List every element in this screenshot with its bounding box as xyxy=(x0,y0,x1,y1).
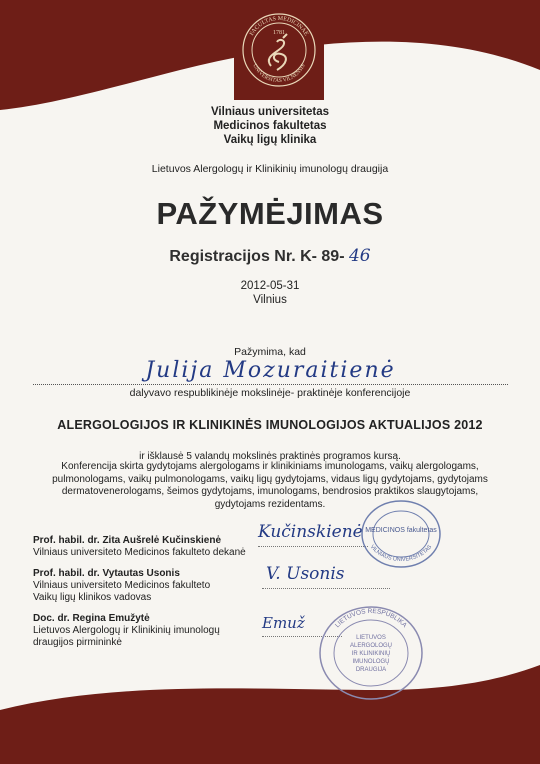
date-block xyxy=(0,279,540,307)
signature-line xyxy=(258,546,368,547)
participation-text: dalyvavo respublikinėje mokslinėje- praktinėje konferencijoje xyxy=(129,387,411,399)
signature-dean: Kučinskienė xyxy=(258,522,363,542)
signature-society-chair: Emuž xyxy=(262,614,305,632)
university-name: Vilniaus universitetas xyxy=(210,106,330,118)
faculty-seal-icon xyxy=(239,10,319,90)
society-stamp-ring: LIETUVOS RESPUBLIKA xyxy=(334,607,408,630)
signature-line xyxy=(262,588,390,589)
faculty-logo xyxy=(234,0,324,100)
description-line: gydytojams rezidentams. xyxy=(214,498,326,510)
faculty-stamp xyxy=(360,498,442,570)
registration-label: Registracijos Nr. K- 89- xyxy=(169,248,345,265)
description-line: Konferencija skirta gydytojams alergologams ir klinikiniams imunologams, vaikų alergologams, xyxy=(61,461,479,472)
signatory-dean xyxy=(33,535,246,559)
description-line: pulmonologams, vaikų pulmonologams, vaikų ligų gydytojams, vidaus ligų gydytojams, gydytojams xyxy=(52,473,488,485)
recipient-name: Julija Mozuraitienė xyxy=(145,358,396,383)
issue-city: Vilnius xyxy=(253,294,287,306)
society-stamp-line: IR KLINIKINIŲ xyxy=(351,651,391,657)
conference-title: ALERGOLOGIJOS IR KLINIKINĖS IMUNOLOGIJOS AKTUALIJOS 2012 xyxy=(57,418,483,432)
faculty-name: Medicinos fakultetas xyxy=(213,120,327,132)
certificate-title: PAŽYMĖJIMAS xyxy=(156,196,384,231)
signatory-society-chair xyxy=(33,613,220,649)
name-dotted-line xyxy=(33,384,508,385)
society-name: Lietuvos Alergologų ir Klinikinių imunologų draugija xyxy=(151,163,389,175)
clinic-name: Vaikų ligų klinika xyxy=(223,134,317,146)
signatory-name: Prof. habil. dr. Zita Aušrelė Kučinskienė xyxy=(33,535,222,546)
issue-date: 2012-05-31 xyxy=(240,280,300,292)
signature-clinic-head: V. Usonis xyxy=(266,564,345,584)
signatory-name: Doc. dr. Regina Emužytė xyxy=(33,613,150,624)
signatory-name: Prof. habil. dr. Vytautas Usonis xyxy=(33,568,180,579)
bottom-swoosh xyxy=(0,665,540,764)
faculty-stamp-ring: VILNIAUS UNIVERSITETAS xyxy=(368,544,434,564)
hours-text: ir išklausė 5 valandų mokslinės praktinės programos kursą. xyxy=(139,451,401,462)
signatory-role: Lietuvos Alergologų ir Klinikinių imunologų xyxy=(33,625,220,636)
logo-arc-bottom: UNIVERSITAS VILNENSIS xyxy=(251,63,307,85)
society-stamp-line: LIETUVOS xyxy=(356,635,386,641)
description-line: dermatovenerologams, šeimos gydytojams, imunologams, bendrosios praktikos slaugytojams, xyxy=(61,486,479,497)
signatory-role: draugijos pirmininkė xyxy=(33,637,122,648)
registration-number xyxy=(0,246,540,266)
society-stamp-line: ALERGOLOGŲ xyxy=(349,643,393,649)
society-stamp xyxy=(318,605,424,701)
signatory-role: Vaikų ligų klinikos vadovas xyxy=(33,592,152,603)
society-stamp-line: DRAUGIJA xyxy=(355,667,387,673)
logo-arc-top: FACULTAS MEDICINAE xyxy=(249,15,309,37)
certifies-text: Pažymima, kad xyxy=(234,346,306,358)
svg-text:LIETUVOS RESPUBLIKA xyxy=(334,608,408,630)
society-stamp-line: IMUNOLOGŲ xyxy=(352,659,390,665)
registration-handwritten: 46 xyxy=(348,246,371,266)
signatory-clinic-head xyxy=(33,568,210,604)
logo-year: 1781 xyxy=(273,30,285,36)
signatory-role: Vilniaus universiteto Medicinos fakulteto xyxy=(33,580,211,591)
faculty-stamp-center: MEDICINOS fakultetas xyxy=(365,527,437,534)
signatory-role: Vilniaus universiteto Medicinos fakulteto dekanė xyxy=(33,547,246,558)
institution-header xyxy=(0,105,540,147)
